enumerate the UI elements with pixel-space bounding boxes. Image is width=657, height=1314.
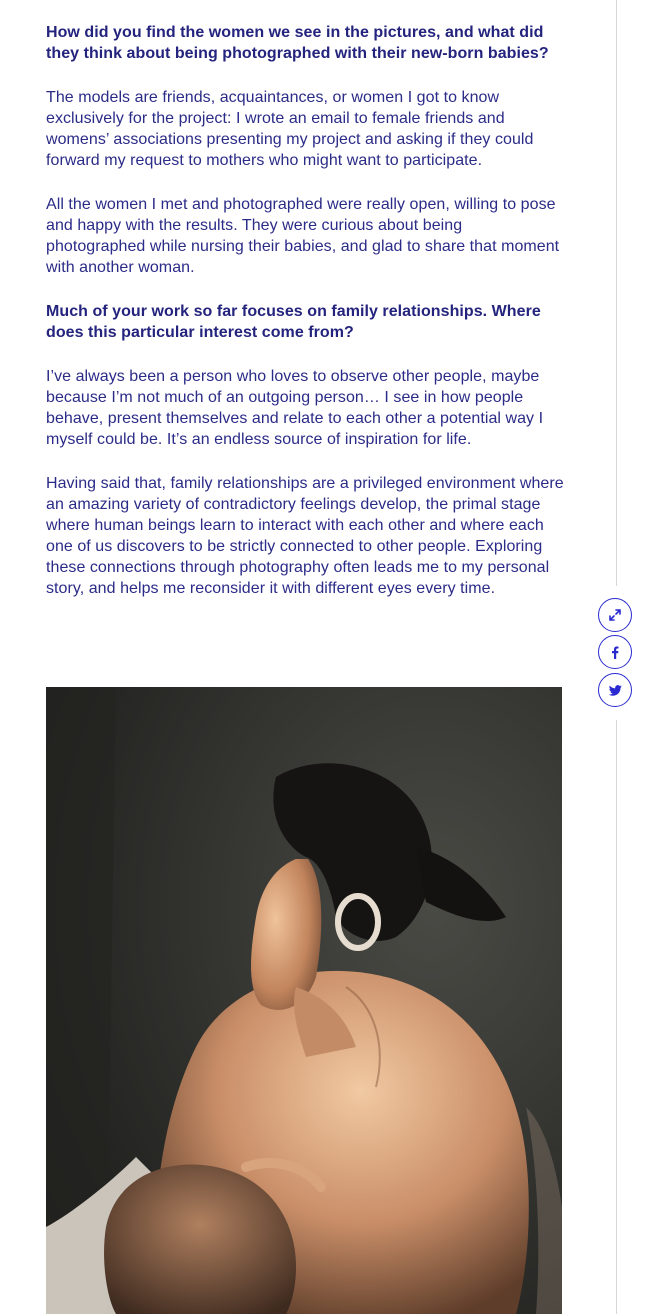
share-bar-divider xyxy=(616,0,617,586)
article-photo[interactable] xyxy=(46,687,562,1314)
interview-question: How did you find the women we see in the pictures, and what did they think about being photographed with their new-born babies? xyxy=(46,24,549,62)
interview-answer: All the women I met and photographed were really open, willing to pose and happy with the results. They were curious about being photographed while nursing their babies, and glad to share that moment with another woman. xyxy=(46,196,560,276)
twitter-icon xyxy=(609,685,622,696)
fullscreen-button[interactable] xyxy=(598,598,632,632)
facebook-icon xyxy=(611,646,619,659)
photo-illustration xyxy=(46,687,562,1314)
expand-icon xyxy=(609,609,621,621)
interview-answer: Having said that, family relationships are a privileged environment where an amazing variety of contradictory feelings develop, the primal stage where human beings learn to interact with each other and where each one of us discovers to be strictly connected to other people. Exploring these connections through photography often leads me to my personal story, and helps me reconsider it with different eyes every time. xyxy=(46,475,564,597)
share-bar-divider xyxy=(616,720,617,1314)
interview-answer: The models are friends, acquaintances, or women I got to know exclusively for the project: I wrote an email to female friends and womens’ associations presenting my project and asking if they could forward my request to mothers who might want to participate. xyxy=(46,89,534,169)
article-body xyxy=(46,22,564,622)
share-facebook-button[interactable] xyxy=(598,635,632,669)
interview-question: Much of your work so far focuses on family relationships. Where does this particular interest come from? xyxy=(46,303,541,341)
share-twitter-button[interactable] xyxy=(598,673,632,707)
interview-answer: I’ve always been a person who loves to observe other people, maybe because I’m not much of an outgoing person… I see in how people behave, present themselves and relate to each other a potential way I myself could be. It’s an endless source of inspiration for life. xyxy=(46,368,544,448)
